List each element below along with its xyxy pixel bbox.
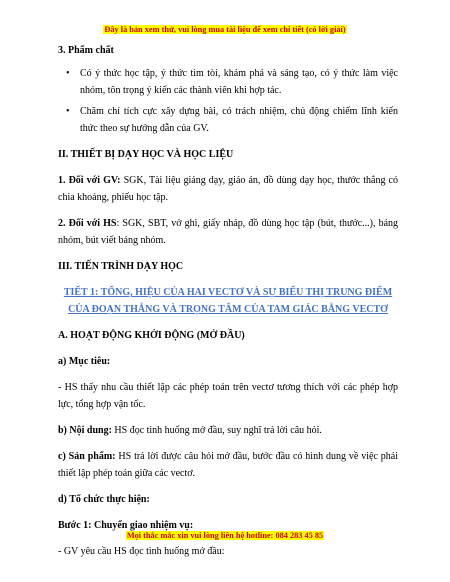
qualities-list: [58, 65, 398, 137]
preview-banner-text: Đây là bản xem thử, vui lòng mua tài liệu để xem chi tiết (có lời giải): [104, 25, 346, 34]
section-II-heading: II. THIẾT BỊ DẠY HỌC VÀ HỌC LIỆU: [58, 149, 234, 160]
bullet-item: • Chăm chỉ tích cực xây dựng bài, có trách nhiệm, chủ động chiếm lĩnh kiến thức theo sự hướng dẫn của GV.: [58, 103, 398, 137]
product-paragraph: [58, 448, 398, 482]
document-page: [58, 36, 398, 560]
goal-text: - HS thấy nhu cầu thiết lập các phép toán trên vectơ tương thích với các phép hợp lực, tổng hợp vận tốc.: [58, 382, 398, 410]
teacher-text: SGK, Tài liệu giảng dạy, giáo án, đồ dùng dạy học, thước thẳng có chia khoảng, phiếu học tập.: [58, 175, 398, 203]
product-text: HS trả lời được câu hỏi mở đầu, bước đầu có hình dung về việc phải thiết lập phép toán giữa các vectơ.: [58, 451, 398, 479]
organization-label: d) Tổ chức thực hiện:: [58, 494, 150, 505]
goal-label: a) Mục tiêu:: [58, 356, 111, 367]
student-label: 2. Đối với HS: [58, 218, 117, 229]
product-label: c) Sản phẩm:: [58, 451, 116, 462]
activity-A-heading: A. HOẠT ĐỘNG KHỞI ĐỘNG (MỞ ĐẦU): [58, 330, 245, 341]
step1-label: Bước 1: Chuyển giao nhiệm vụ:: [58, 520, 194, 531]
student-materials: [58, 215, 398, 249]
teacher-label: 1. Đối với GV:: [58, 175, 121, 186]
content-label: b) Nội dung:: [58, 425, 112, 436]
lesson-title: TIẾT 1: TỔNG, HIỆU CỦA HAI VECTƠ VÀ SỰ BIỂU THỊ TRUNG ĐIỂM CỦA ĐOẠN THẲNG VÀ TRỌNG TÂM CỦA TAM GIÁC BẰNG VECTƠ: [63, 287, 393, 315]
hotline-banner-text: Mọi thắc mắc xin vui lòng liên hệ hotline: 084 283 45 85: [126, 531, 324, 540]
teacher-materials: [58, 172, 398, 206]
step1-text: - GV yêu cầu HS đọc tình huống mở đầu:: [58, 546, 225, 557]
section-3-heading: 3. Phẩm chất: [58, 45, 114, 56]
section-III-heading: III. TIẾN TRÌNH DẠY HỌC: [58, 261, 184, 272]
hotline-banner: [0, 531, 450, 540]
content-paragraph: [58, 422, 398, 439]
bullet-item: • Có ý thức học tập, ý thức tìm tòi, khám phá và sáng tạo, có ý thức làm việc nhóm, tôn trọng ý kiến các thành viên khi hợp tác.: [58, 65, 398, 99]
preview-banner: [0, 25, 450, 34]
student-text: : SGK, SBT, vở ghi, giấy nháp, đồ dùng học tập (bút, thước...), bảng nhóm, bút viết bảng nhóm.: [58, 218, 399, 246]
content-text: HS đọc tình huống mở đầu, suy nghĩ trả lời câu hỏi.: [111, 425, 322, 436]
